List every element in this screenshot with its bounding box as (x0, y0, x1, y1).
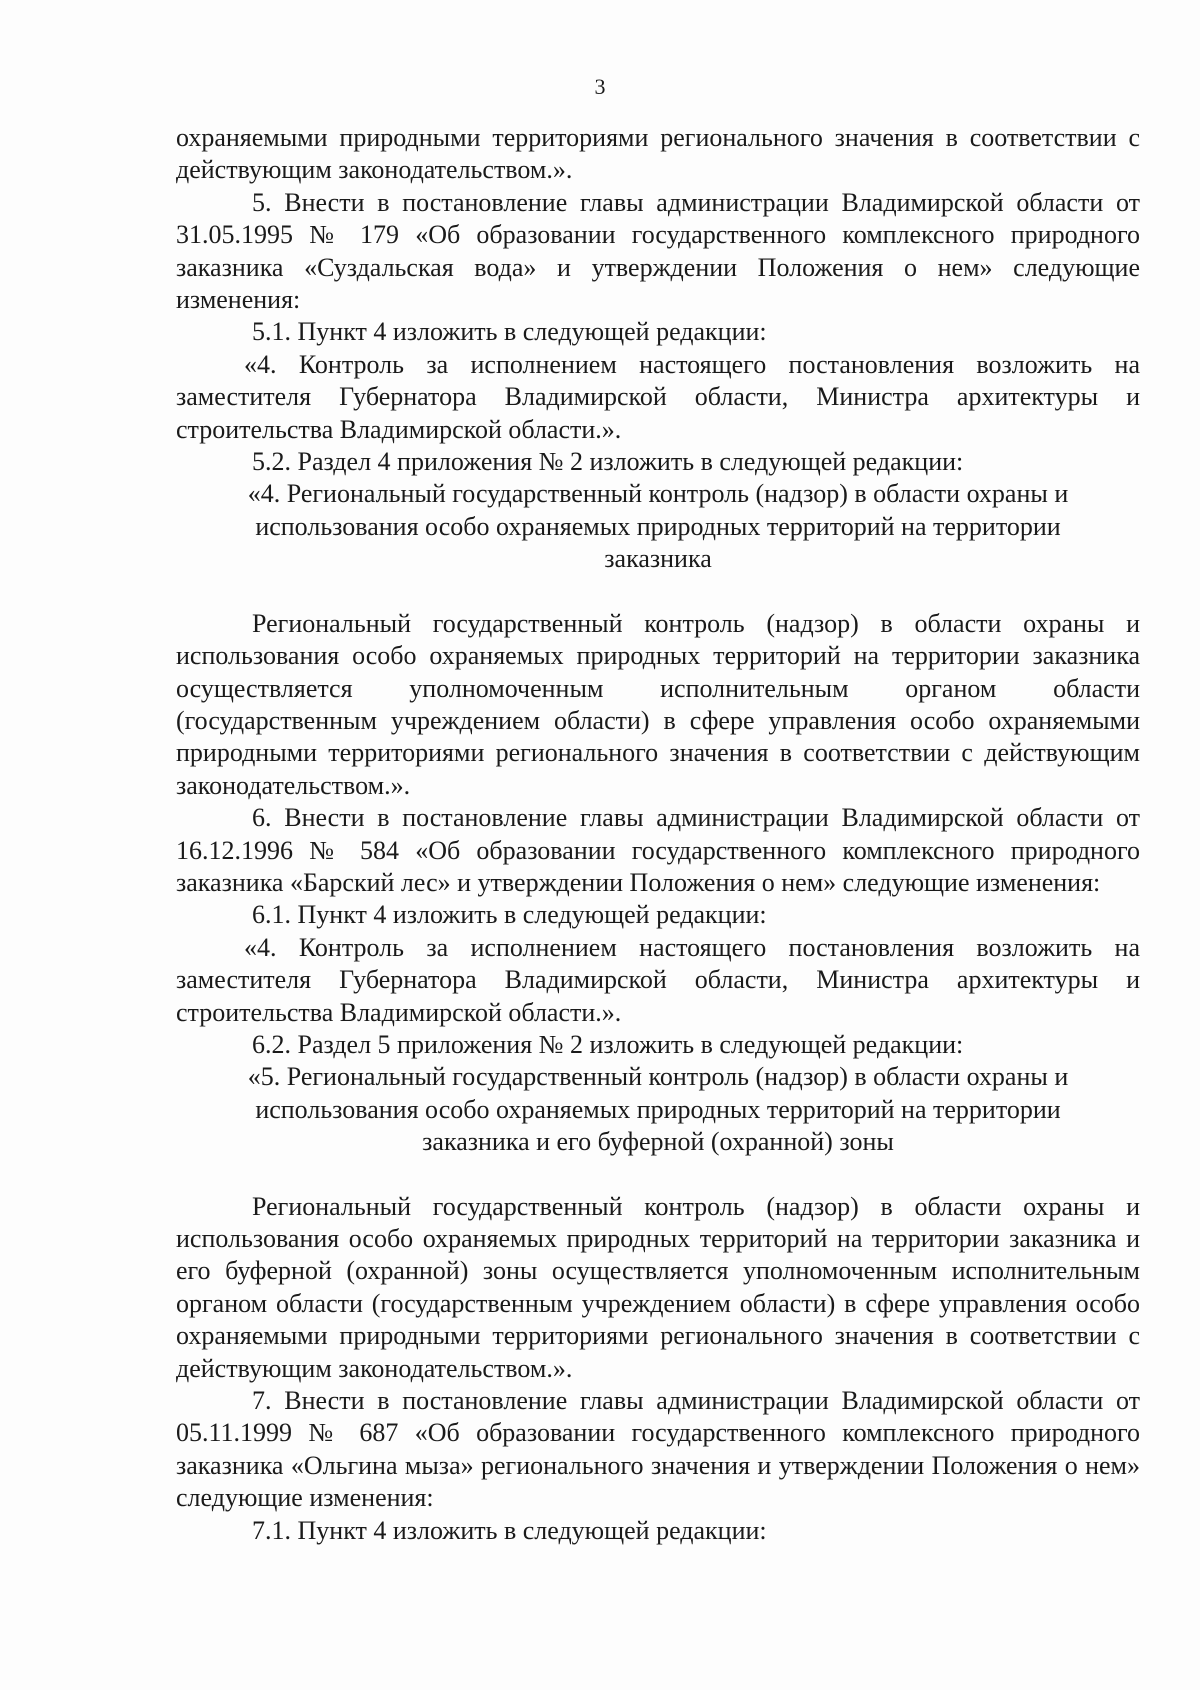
paragraph: охраняемыми природными территориями регионального значения в соответствии с действующим законодательством.». (176, 123, 1140, 185)
paragraph: 5.2. Раздел 4 приложения № 2 изложить в следующей редакции: (252, 447, 964, 477)
paragraph: 7. Внести в постановление главы администрации Владимирской области от 05.11.1999 № 687 «Об образовании государственного комплексного природного заказника «Ольгина мыза» регионального значения и утверждении Положения о нем» следующие изменения: (176, 1386, 1140, 1513)
paragraph: Региональный государственный контроль (надзор) в области охраны и использования особо охраняемых природных территорий на территории заказника и его буферной (охранной) зоны осуществляется уполномоченным исполнительным органом области (государственным учреждением области) в сфере управления особо охраняемыми природными территориями регионального значения в соответствии с действующим законодательством.». (176, 1191, 1140, 1383)
paragraph: 6. Внести в постановление главы администрации Владимирской области от 16.12.1996 № 584 «Об образовании государственного комплексного природного заказника «Барский лес» и утверждении Положения о нем» следующие изменения: (176, 803, 1140, 897)
paragraph: Региональный государственный контроль (надзор) в области охраны и использования особо охраняемых природных территорий на территории заказника осуществляется уполномоченным исполнительным органом области (государственным учреждением области) в сфере управления особо охраняемыми природными территориями регионального значения в соответствии с действующим законодательством.». (176, 608, 1140, 800)
paragraph: «4. Контроль за исполнением настоящего постановления возложить на заместителя Губернатора Владимирской области, Министра архитектуры и строительства Владимирской области.». (176, 349, 1140, 444)
paragraph-gap (176, 576, 1140, 608)
paragraph: 6.2. Раздел 5 приложения № 2 изложить в следующей редакции: (252, 1029, 964, 1059)
paragraph: 5. Внести в постановление главы администрации Владимирской области от 31.05.1995 № 179 «Об образовании государственного комплексного природного заказника «Суздальская вода» и утверждении Положения о нем» следующие изменения: (176, 187, 1140, 315)
paragraph: «4. Контроль за исполнением настоящего постановления возложить на заместителя Губернатора Владимирской области, Министра архитектуры и строительства Владимирской области.». (176, 932, 1140, 1027)
paragraph: 7.1. Пункт 4 изложить в следующей редакции: (252, 1515, 767, 1545)
paragraph: 6.1. Пункт 4 изложить в следующей редакции: (252, 900, 767, 930)
section-heading: «4. Региональный государственный контроль (надзор) в области охраны и использования особо охраняемых природных территорий на территории заказника (247, 479, 1069, 574)
section-heading: «5. Региональный государственный контроль (надзор) в области охраны и использования особо охраняемых природных территорий на территории заказника и его буферной (охранной) зоны (247, 1062, 1069, 1157)
document-body (176, 122, 1140, 1547)
paragraph: 5.1. Пункт 4 изложить в следующей редакции: (252, 317, 767, 347)
paragraph-gap (176, 1159, 1140, 1191)
page-number: 3 (594, 74, 606, 99)
